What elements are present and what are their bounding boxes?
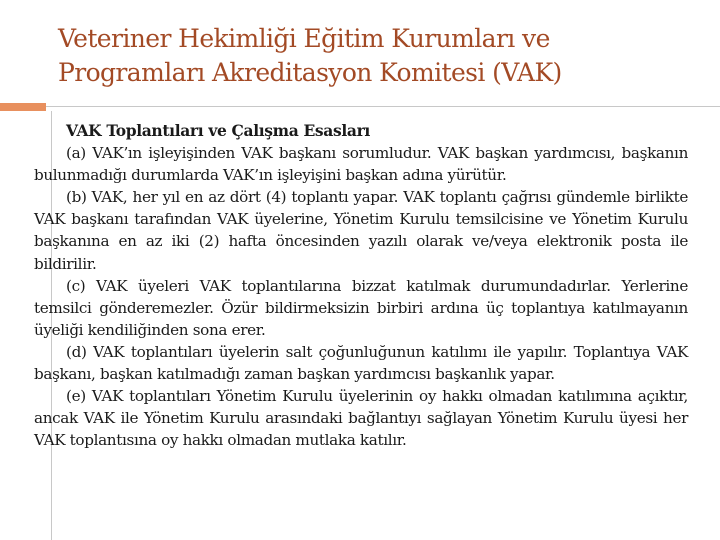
slide-title-line-2: Programları Akreditasyon Komitesi (VAK) [58, 58, 562, 87]
slide-title [58, 22, 698, 90]
slide-title-line-1: Veteriner Hekimliği Eğitim Kurumları ve [58, 24, 550, 53]
paragraph-b: (b) VAK, her yıl en az dört (4) toplantı yapar. VAK toplantı çağrısı gündemle birlikte VAK başkanı tarafından VAK üyelerine, Yönetim Kurulu temsilcisine ve Yönetim Kurulu başkanına en az iki (2) hafta öncesinden yazılı olarak ve/veya elektronik posta ile bildirilir. [34, 188, 688, 273]
horizontal-divider [46, 106, 720, 107]
slide-body [34, 120, 688, 451]
accent-bar [0, 103, 46, 111]
paragraph-e: (e) VAK toplantıları Yönetim Kurulu üyelerinin oy hakkı olmadan katılımına açıktır, ancak VAK ile Yönetim Kurulu arasındaki bağlantıyı sağlayan Yönetim Kurulu üyesi her VAK toplantısına oy hakkı olmadan mutlaka katılır. [34, 387, 688, 450]
paragraph-c: (c) VAK üyeleri VAK toplantılarına bizzat katılmak durumundadırlar. Yerlerine temsilci gönderemezler. Özür bildirmeksizin birbiri ardına üç toplantıya katılmayanın üyeliği kendiliğinden sona erer. [34, 276, 688, 339]
paragraph-a: (a) VAK’ın işleyişinden VAK başkanı sorumludur. VAK başkan yardımcısı, başkanın bulunmadığı durumlarda VAK’ın işleyişini başkan adına yürütür. [34, 144, 688, 185]
section-heading: VAK Toplantıları ve Çalışma Esasları [66, 121, 370, 140]
paragraph-d: (d) VAK toplantıları üyelerin salt çoğunluğunun katılımı ile yapılır. Toplantıya VAK başkanı, başkan katılmadığı zaman başkan yardımcısı başkanlık yapar. [34, 342, 688, 384]
